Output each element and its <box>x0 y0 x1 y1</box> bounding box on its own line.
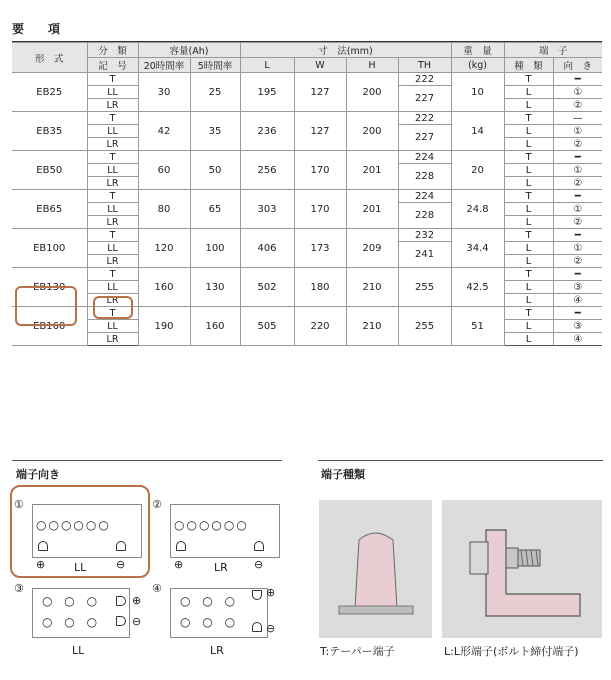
cell-class: LR <box>87 138 138 151</box>
cell-terminal-direction: ② <box>553 216 602 229</box>
cell-width: 170 <box>294 151 346 190</box>
cell-model: EB25 <box>12 73 87 112</box>
table-row <box>12 151 602 164</box>
cell-caps-row-2: ○ ○ ○ <box>42 615 102 629</box>
cell-terminal-type: T <box>504 268 553 281</box>
cell-terminal-direction: ③ <box>553 281 602 294</box>
cell-width: 173 <box>294 229 346 268</box>
cell-model: EB35 <box>12 112 87 151</box>
cell-terminal-direction: ④ <box>553 333 602 346</box>
cell-terminal-direction: ① <box>553 125 602 138</box>
cell-length: 303 <box>240 190 294 229</box>
cell-terminal-direction: ① <box>553 242 602 255</box>
cell-terminal-direction: ━ <box>553 151 602 164</box>
section-title-terminal-types: 端子種類 <box>321 468 365 481</box>
cell-class: LR <box>87 99 138 112</box>
cell-cap5: 100 <box>190 229 240 268</box>
header-cap5: 5時間率 <box>190 58 240 73</box>
cell-terminal-type: L <box>504 216 553 229</box>
cell-terminal-direction: — <box>553 112 602 125</box>
header-cap20: 20時間率 <box>138 58 190 73</box>
header-length: L <box>240 58 294 73</box>
cell-class: LR <box>87 216 138 229</box>
cell-model: EB100 <box>12 229 87 268</box>
cell-cap20: 60 <box>138 151 190 190</box>
header-dimensions: 寸 法(mm) <box>240 43 451 58</box>
diagram-label: LR <box>210 644 224 657</box>
table-row <box>12 268 602 281</box>
l-terminal-icon <box>442 500 602 638</box>
cell-width: 127 <box>294 73 346 112</box>
cell-terminal-type: T <box>504 190 553 203</box>
cell-terminal-type: L <box>504 203 553 216</box>
cell-cap20: 80 <box>138 190 190 229</box>
cell-class: T <box>87 307 138 320</box>
table-row <box>12 73 602 86</box>
cell-caps-row-2: ○ ○ ○ <box>180 615 240 629</box>
cell-class: T <box>87 112 138 125</box>
orientation-diagram-2 <box>152 498 282 578</box>
cell-total-height: 224 <box>398 190 451 203</box>
plus-icon: ⊕ <box>36 558 46 571</box>
cell-weight: 34.4 <box>451 229 504 268</box>
cell-model: EB130 <box>12 268 87 307</box>
cell-cap20: 30 <box>138 73 190 112</box>
diagram-number: ② <box>152 498 162 511</box>
cell-length: 256 <box>240 151 294 190</box>
cell-height: 210 <box>346 268 398 307</box>
terminal-icon <box>38 541 48 551</box>
terminal-icon <box>116 616 126 626</box>
cell-length: 505 <box>240 307 294 346</box>
diagram-label: LL <box>74 561 87 574</box>
cell-model: EB65 <box>12 190 87 229</box>
cell-terminal-type: L <box>504 99 553 112</box>
cell-terminal-type: T <box>504 307 553 320</box>
cell-terminal-type: L <box>504 177 553 190</box>
cell-width: 127 <box>294 112 346 151</box>
cell-cap5: 130 <box>190 268 240 307</box>
cell-terminal-type: L <box>504 294 553 307</box>
cell-terminal-type: L <box>504 242 553 255</box>
cell-height: 200 <box>346 73 398 112</box>
orientation-diagram-1 <box>14 498 144 578</box>
orientation-diagram-3 <box>14 582 149 662</box>
cell-height: 210 <box>346 307 398 346</box>
header-total-height: TH <box>398 58 451 73</box>
cell-cap20: 42 <box>138 112 190 151</box>
l-terminal-photo <box>442 500 602 638</box>
cell-terminal-type: T <box>504 151 553 164</box>
cell-class: LR <box>87 333 138 346</box>
cell-total-height: 228 <box>398 164 451 190</box>
cell-caps: ○○○○○○ <box>36 518 111 532</box>
cell-total-height: 227 <box>398 86 451 112</box>
cell-total-height: 222 <box>398 112 451 125</box>
cell-terminal-direction: ④ <box>553 294 602 307</box>
taper-terminal-icon <box>319 500 432 638</box>
taper-terminal-photo <box>319 500 432 638</box>
diagram-label: LL <box>72 644 85 657</box>
cell-class: T <box>87 229 138 242</box>
header-weight-bottom: (kg) <box>451 58 504 73</box>
cell-caps-row-1: ○ ○ ○ <box>180 594 240 608</box>
cell-class: T <box>87 73 138 86</box>
minus-icon: ⊖ <box>266 622 276 635</box>
minus-icon: ⊖ <box>132 615 142 628</box>
cell-class: LR <box>87 255 138 268</box>
cell-weight: 10 <box>451 73 504 112</box>
diagram-label: LR <box>214 561 228 574</box>
cell-height: 201 <box>346 151 398 190</box>
header-terminal: 端 子 <box>504 43 602 58</box>
orientation-rule <box>12 460 282 461</box>
cell-terminal-type: L <box>504 125 553 138</box>
section-title-orientation: 端子向き <box>16 468 60 481</box>
cell-terminal-direction: ━ <box>553 73 602 86</box>
cell-cap5: 50 <box>190 151 240 190</box>
cell-length: 406 <box>240 229 294 268</box>
cell-cap20: 160 <box>138 268 190 307</box>
orientation-diagram-4 <box>152 582 287 662</box>
cell-terminal-direction: ━ <box>553 190 602 203</box>
diagram-number: ③ <box>14 582 24 595</box>
cell-terminal-type: T <box>504 73 553 86</box>
cell-cap5: 25 <box>190 73 240 112</box>
cell-cap20: 120 <box>138 229 190 268</box>
table-row <box>12 229 602 242</box>
cell-caps-row-1: ○ ○ ○ <box>42 594 102 608</box>
cell-terminal-direction: ② <box>553 99 602 112</box>
cell-weight: 14 <box>451 112 504 151</box>
cell-terminal-direction: ━ <box>553 268 602 281</box>
l-terminal-caption: L:L形端子(ボルト締付端子) <box>444 645 579 658</box>
cell-model: EB160 <box>12 307 87 346</box>
cell-length: 236 <box>240 112 294 151</box>
cell-class: LL <box>87 242 138 255</box>
terminal-icon <box>116 541 126 551</box>
header-width: W <box>294 58 346 73</box>
cell-terminal-type: L <box>504 138 553 151</box>
cell-cap5: 65 <box>190 190 240 229</box>
cell-weight: 51 <box>451 307 504 346</box>
header-capacity: 容量(Ah) <box>138 43 240 58</box>
section-title-specs: 要 項 <box>12 22 67 36</box>
cell-terminal-type: L <box>504 320 553 333</box>
spec-table <box>12 42 602 346</box>
plus-icon: ⊕ <box>132 594 142 607</box>
cell-length: 195 <box>240 73 294 112</box>
cell-class: LL <box>87 203 138 216</box>
cell-class: LL <box>87 281 138 294</box>
cell-class: LL <box>87 164 138 177</box>
cell-terminal-type: T <box>504 229 553 242</box>
plus-icon: ⊕ <box>266 586 276 599</box>
header-class-bottom: 記 号 <box>87 58 138 73</box>
terminal-types-rule <box>318 460 603 461</box>
cell-class: LL <box>87 320 138 333</box>
cell-total-height: 232 <box>398 229 451 242</box>
cell-width: 180 <box>294 268 346 307</box>
cell-height: 209 <box>346 229 398 268</box>
cell-class: LR <box>87 177 138 190</box>
cell-cap5: 160 <box>190 307 240 346</box>
header-weight-top: 重 量 <box>451 43 504 58</box>
cell-caps: ○○○○○○ <box>174 518 249 532</box>
spec-table-body <box>12 73 602 346</box>
cell-height: 201 <box>346 190 398 229</box>
terminal-icon <box>252 622 262 632</box>
table-row <box>12 190 602 203</box>
cell-total-height: 222 <box>398 73 451 86</box>
cell-class: T <box>87 151 138 164</box>
cell-terminal-direction: ━ <box>553 229 602 242</box>
cell-terminal-direction: ① <box>553 203 602 216</box>
minus-icon: ⊖ <box>116 558 126 571</box>
header-class-top: 分 類 <box>87 43 138 58</box>
cell-total-height: 227 <box>398 125 451 151</box>
cell-class: T <box>87 190 138 203</box>
cell-terminal-type: L <box>504 86 553 99</box>
cell-total-height: 255 <box>398 307 451 346</box>
cell-width: 170 <box>294 190 346 229</box>
cell-total-height: 228 <box>398 203 451 229</box>
cell-terminal-direction: ① <box>553 86 602 99</box>
minus-icon: ⊖ <box>254 558 264 571</box>
header-terminal-direction: 向 き <box>553 58 602 73</box>
cell-class: LR <box>87 294 138 307</box>
cell-total-height: 241 <box>398 242 451 268</box>
taper-terminal-caption: T:テーパー端子 <box>320 645 395 658</box>
terminal-icon <box>176 541 186 551</box>
cell-weight: 42.5 <box>451 268 504 307</box>
cell-class: T <box>87 268 138 281</box>
cell-class: LL <box>87 125 138 138</box>
terminal-icon <box>252 590 262 600</box>
cell-model: EB50 <box>12 151 87 190</box>
plus-icon: ⊕ <box>174 558 184 571</box>
cell-terminal-type: L <box>504 281 553 294</box>
cell-terminal-type: T <box>504 112 553 125</box>
cell-terminal-type: L <box>504 333 553 346</box>
header-model: 形 式 <box>12 43 87 73</box>
header-height: H <box>346 58 398 73</box>
cell-total-height: 255 <box>398 268 451 307</box>
cell-terminal-direction: ③ <box>553 320 602 333</box>
cell-cap5: 35 <box>190 112 240 151</box>
cell-length: 502 <box>240 268 294 307</box>
cell-width: 220 <box>294 307 346 346</box>
cell-weight: 20 <box>451 151 504 190</box>
cell-cap20: 190 <box>138 307 190 346</box>
cell-terminal-direction: ② <box>553 177 602 190</box>
cell-terminal-direction: ① <box>553 164 602 177</box>
terminal-icon <box>254 541 264 551</box>
terminal-icon <box>116 596 126 606</box>
cell-weight: 24.8 <box>451 190 504 229</box>
cell-terminal-direction: ━ <box>553 307 602 320</box>
cell-terminal-direction: ② <box>553 255 602 268</box>
cell-height: 200 <box>346 112 398 151</box>
cell-terminal-type: L <box>504 164 553 177</box>
header-terminal-type: 種 類 <box>504 58 553 73</box>
cell-class: LL <box>87 86 138 99</box>
diagram-number: ④ <box>152 582 162 595</box>
diagram-number: ① <box>14 498 24 511</box>
table-row <box>12 307 602 320</box>
cell-terminal-type: L <box>504 255 553 268</box>
table-row <box>12 112 602 125</box>
cell-terminal-direction: ② <box>553 138 602 151</box>
cell-total-height: 224 <box>398 151 451 164</box>
